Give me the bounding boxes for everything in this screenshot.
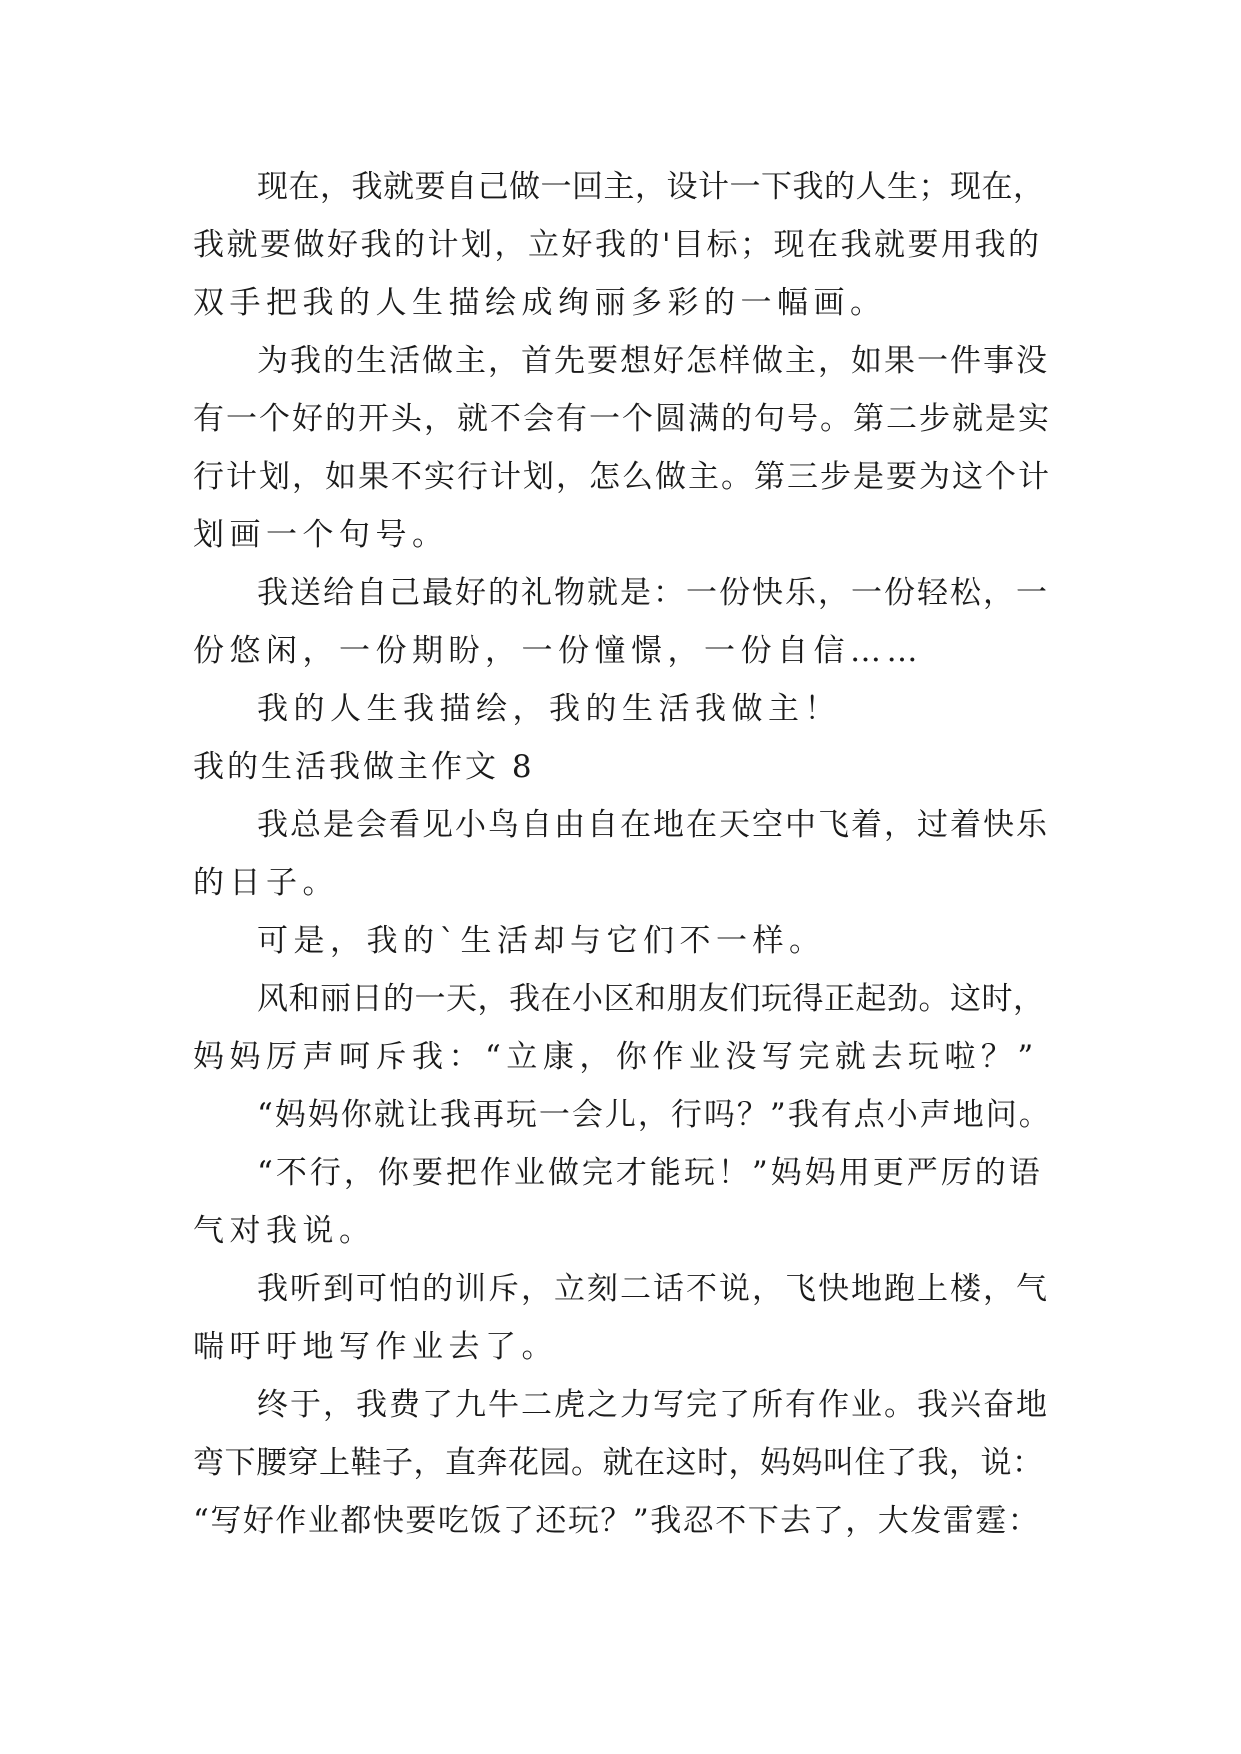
paragraph-line: 为我的生活做主，首先要想好怎样做主，如果一件事没 (257, 343, 1049, 379)
paragraph-line: 我听到可怕的训斥，立刻二话不说，飞快地跑上楼，气 (257, 1271, 1049, 1307)
paragraph-line: 喘吁吁地写作业去了。 (193, 1329, 558, 1365)
paragraph-line: 我送给自己最好的礼物就是：一份快乐，一份轻松，一 (257, 575, 1049, 611)
paragraph-line: “妈妈你就让我再玩一会儿，行吗？”我有点小声地问。 (257, 1097, 1052, 1133)
paragraph-line: “不行，你要把作业做完才能玩！”妈妈用更严厉的语 (257, 1155, 1043, 1191)
paragraph-line: 终于，我费了九牛二虎之力写完了所有作业。我兴奋地 (257, 1387, 1049, 1423)
paragraph-line: 我的人生我描绘，我的生活我做主！ (257, 691, 841, 727)
paragraph-line: 气对我说。 (193, 1213, 376, 1249)
paragraph-line: 弯下腰穿上鞋子，直奔花园。就在这时，妈妈叫住了我，说： (193, 1445, 1044, 1481)
paragraph-line: 我就要做好我的计划，立好我的'目标；现在我就要用我的 (193, 227, 1042, 263)
paragraph-line: 划画一个句号。 (193, 517, 449, 553)
section-title: 我的生活我做主作文 8 (193, 749, 535, 785)
paragraph-line: 妈妈厉声呵斥我：“立康，你作业没写完就去玩啦？” (193, 1039, 1039, 1075)
paragraph-line: 可是，我的`生活却与它们不一样。 (257, 923, 826, 959)
paragraph-line: 行计划，如果不实行计划，怎么做主。第三步是要为这个计 (193, 459, 1051, 495)
paragraph-line: “写好作业都快要吃饭了还玩？”我忍不下去了，大发雷霆： (193, 1503, 1041, 1539)
paragraph-line: 的日子。 (193, 865, 339, 901)
paragraph-line: 双手把我的人生描绘成绚丽多彩的一幅画。 (193, 285, 887, 321)
document-body (193, 158, 1053, 1550)
paragraph-line: 我总是会看见小鸟自由自在地在天空中飞着，过着快乐 (257, 807, 1049, 843)
paragraph-line: 风和丽日的一天，我在小区和朋友们玩得正起劲。这时， (257, 981, 1045, 1017)
paragraph-line: 有一个好的开头，就不会有一个圆满的句号。第二步就是实 (193, 401, 1051, 437)
paragraph-line: 现在，我就要自己做一回主，设计一下我的人生；现在， (257, 169, 1045, 205)
paragraph-line: 份悠闲，一份期盼，一份憧憬，一份自信…… (193, 633, 923, 669)
